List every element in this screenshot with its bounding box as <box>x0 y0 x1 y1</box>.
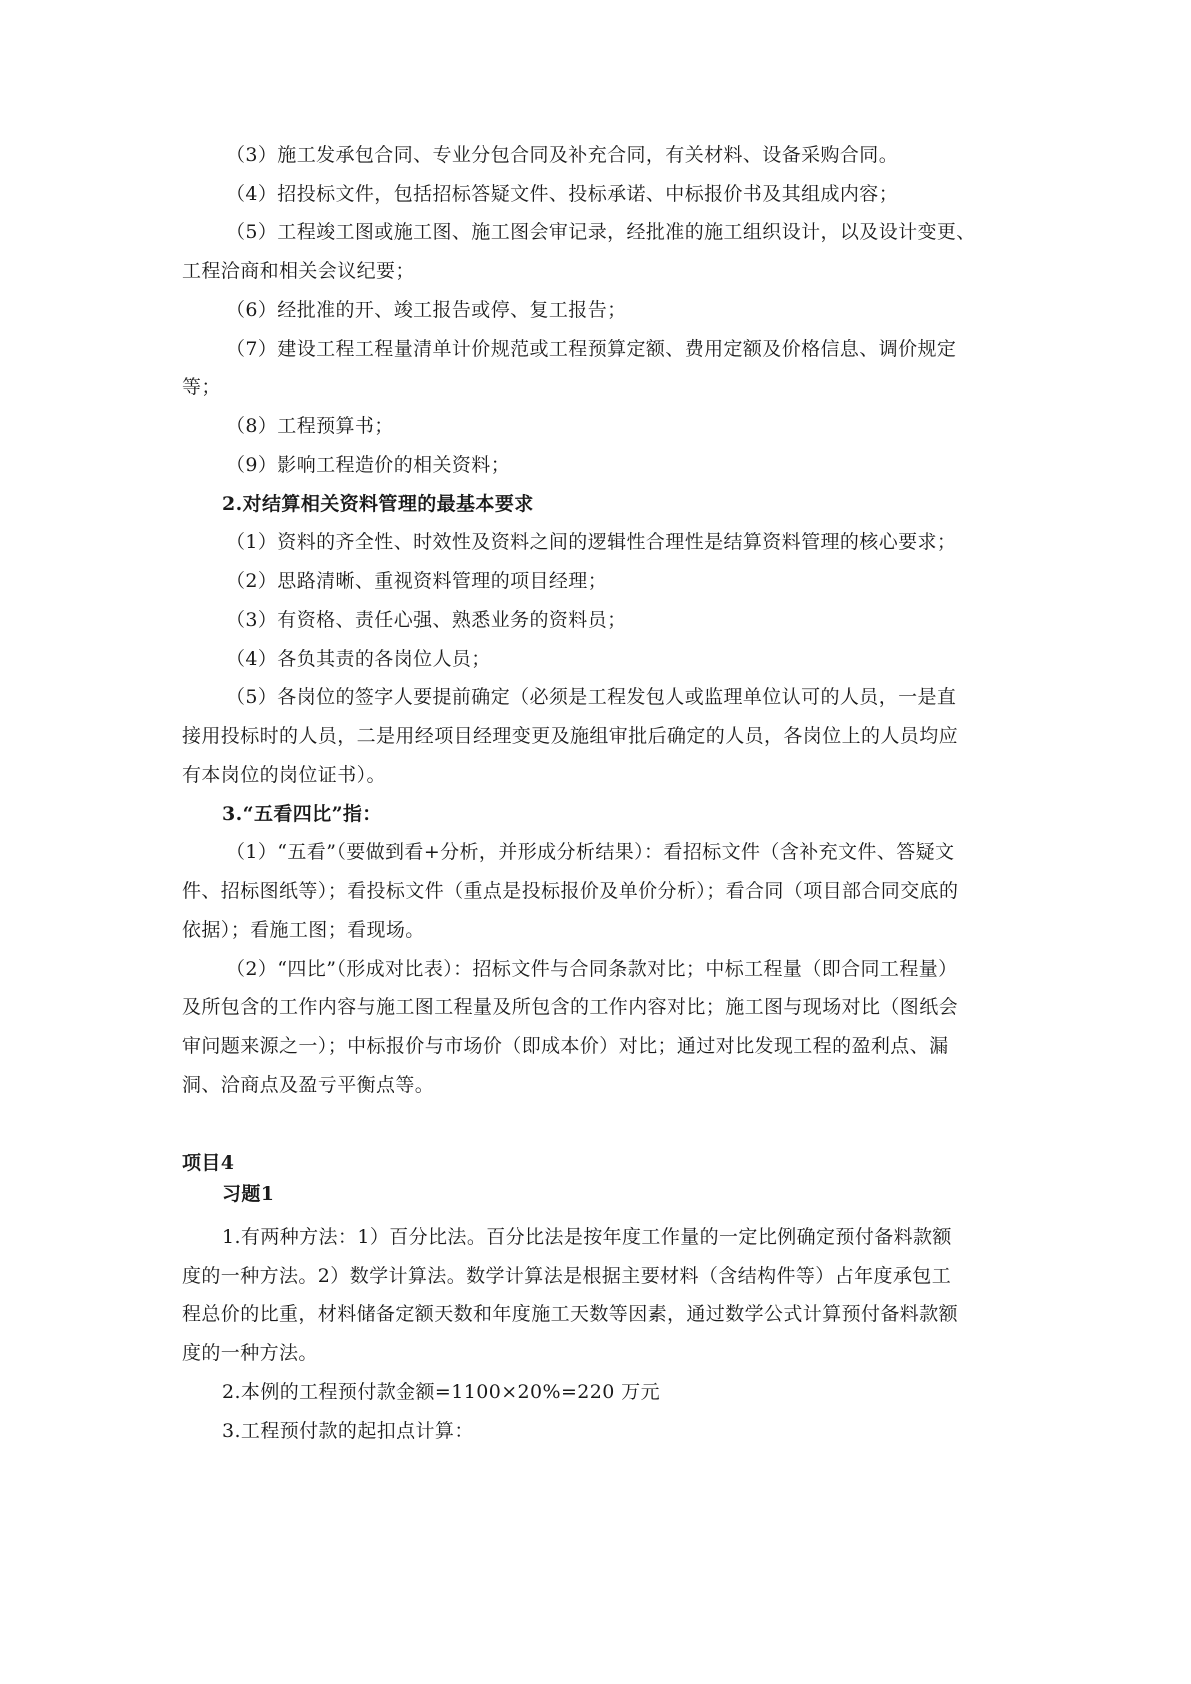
list-item-continuation: 工程洽商和相关会议纪要； <box>182 260 415 282</box>
section-heading: 2.对结算相关资料管理的最基本要求 <box>222 493 534 515</box>
list-item: （7）建设工程工程量清单计价规范或工程预算定额、费用定额及价格信息、调价规定 <box>226 338 957 360</box>
exercise-title: 习题1 <box>222 1183 275 1205</box>
list-item: （2）思路清晰、重视资料管理的项目经理； <box>226 570 608 592</box>
list-item-continuation: 审问题来源之一）；中标报价与市场价（即成本价）对比；通过对比发现工程的盈利点、漏 <box>182 1035 949 1057</box>
list-item-continuation: 有本岗位的岗位证书）。 <box>182 764 386 786</box>
list-item-continuation: 接用投标时的人员，二是用经项目经理变更及施组审批后确定的人员，各岗位上的人员均应 <box>182 725 959 747</box>
list-item-continuation: 洞、洽商点及盈亏平衡点等。 <box>182 1074 435 1096</box>
list-item: 2.本例的工程预付款金额=1100×20%=220 万元 <box>222 1381 660 1403</box>
list-item: （2）“四比”（形成对比表）：招标文件与合同条款对比；中标工程量（即合同工程量） <box>226 958 958 980</box>
list-item: （3）有资格、责任心强、熟悉业务的资料员； <box>226 609 627 631</box>
list-item: （9）影响工程造价的相关资料； <box>226 454 511 476</box>
list-item-continuation: 等； <box>182 376 221 398</box>
list-item: （1）“五看”（要做到看+分析，并形成分析结果）：看招标文件（含补充文件、答疑文 <box>226 841 955 863</box>
list-item: （6）经批准的开、竣工报告或停、复工报告； <box>226 299 627 321</box>
list-item: （8）工程预算书； <box>226 415 394 437</box>
list-item: （5）各岗位的签字人要提前确定（必须是工程发包人或监理单位认可的人员，一是直 <box>226 686 957 708</box>
list-item: 1.有两种方法：1）百分比法。百分比法是按年度工作量的一定比例确定预付备料款额 <box>222 1226 952 1248</box>
list-item-continuation: 度的一种方法。 <box>182 1342 318 1364</box>
list-item: （4）招投标文件，包括招标答疑文件、投标承诺、中标报价书及其组成内容； <box>226 183 899 205</box>
list-item-continuation: 件、招标图纸等）；看投标文件（重点是投标报价及单价分析）；看合同（项目部合同交底的 <box>182 880 959 902</box>
list-item: （4）各负其责的各岗位人员； <box>226 648 491 670</box>
section-heading: 3.“五看四比”指： <box>222 803 382 825</box>
list-item-continuation: 程总价的比重，材料储备定额天数和年度施工天数等因素，通过数学公式计算预付备料款额 <box>182 1303 959 1325</box>
project-title: 项目4 <box>182 1152 235 1174</box>
list-item: （5）工程竣工图或施工图、施工图会审记录，经批准的施工组织设计，以及设计变更、 <box>226 221 976 243</box>
list-item: （1）资料的齐全性、时效性及资料之间的逻辑性合理性是结算资料管理的核心要求； <box>226 531 957 553</box>
list-item-continuation: 度的一种方法。2）数学计算法。数学计算法是根据主要材料（含结构件等）占年度承包工 <box>182 1265 952 1287</box>
list-item: 3.工程预付款的起扣点计算： <box>222 1420 474 1442</box>
list-item-continuation: 及所包含的工作内容与施工图工程量及所包含的工作内容对比；施工图与现场对比（图纸会 <box>182 996 959 1018</box>
list-item: （3）施工发承包合同、专业分包合同及补充合同，有关材料、设备采购合同。 <box>226 144 899 166</box>
list-item-continuation: 依据）；看施工图；看现场。 <box>182 919 425 941</box>
